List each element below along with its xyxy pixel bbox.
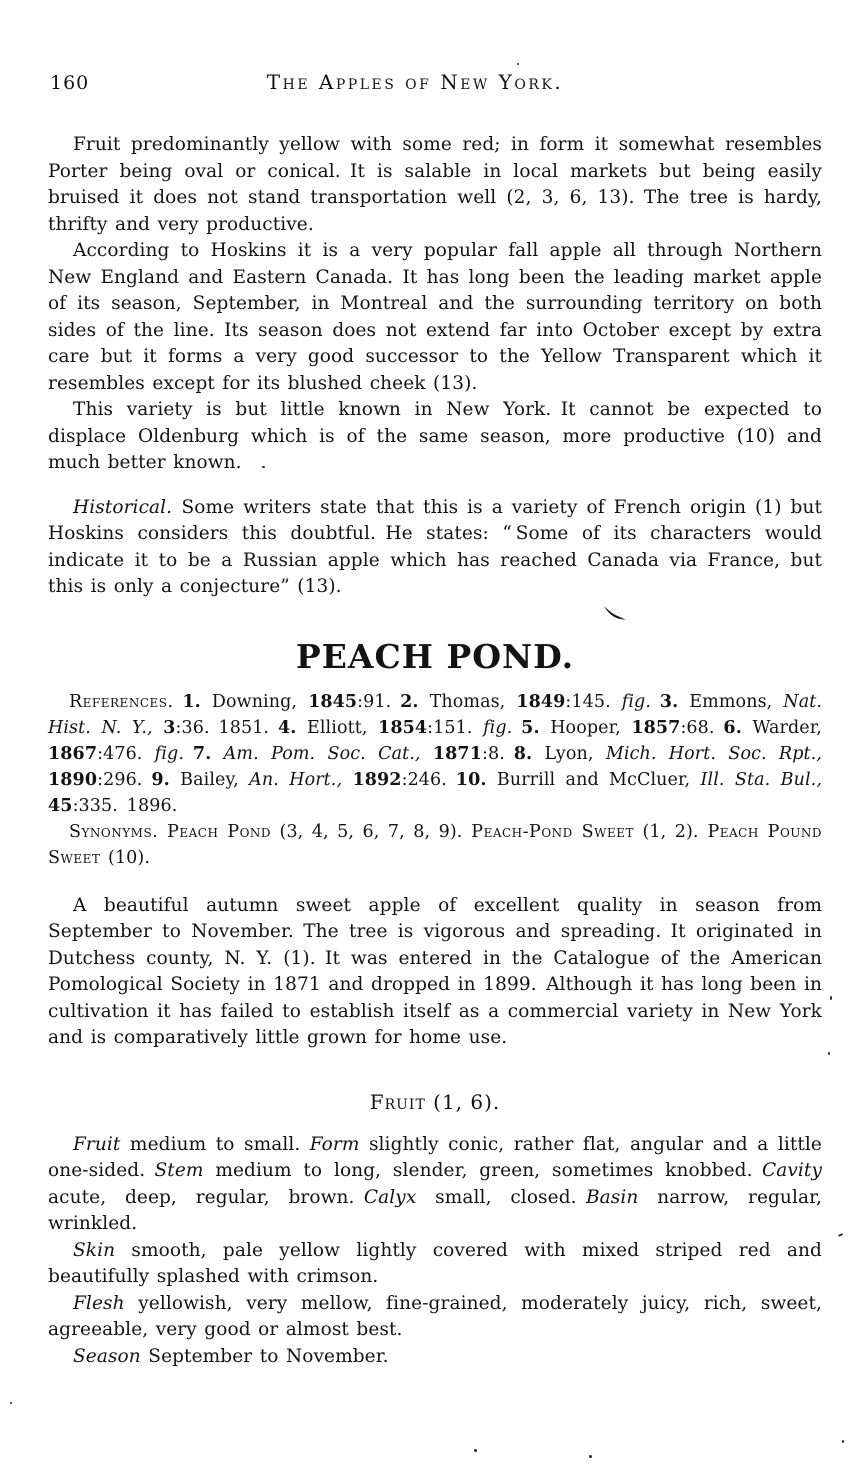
text-segment: 1.	[182, 691, 201, 712]
text-segment: This variety is but little known in New York. It cannot be expected to displace Oldenburg which is of the same season, more productive (10) and much better known.	[48, 399, 822, 473]
text-segment: Burrill and McCluer,	[486, 769, 701, 790]
text-segment: 3	[163, 717, 176, 738]
text-segment	[651, 692, 660, 712]
para-season	[48, 1344, 822, 1371]
scan-speck	[589, 1455, 592, 1458]
text-segment: :246.	[401, 769, 456, 790]
para-synonyms	[48, 819, 822, 871]
text-segment: Elliott,	[296, 717, 379, 738]
scan-speck	[262, 466, 265, 468]
text-segment: 1890	[48, 769, 98, 790]
ink-mark-artifact	[603, 605, 629, 623]
text-segment: Hooper,	[539, 717, 632, 738]
text-segment: :68.	[680, 717, 724, 738]
text-segment: 1871	[432, 743, 482, 764]
text-segment: smooth, pale yellow lightly covered with mixed striped red and beautifully splashed with crimson.	[48, 1239, 822, 1287]
text-segment: Peach-Pond Sweet	[471, 821, 635, 842]
text-segment: An. Hort.,	[249, 769, 343, 790]
text-segment: 1867	[48, 743, 98, 764]
text-segment: Bailey,	[169, 769, 250, 790]
text-segment: 10.	[455, 769, 487, 790]
running-title: The Apples of New York.	[266, 70, 564, 94]
text-segment	[421, 744, 433, 764]
page-content	[48, 132, 822, 1370]
text-segment: :296.	[97, 769, 152, 790]
text-segment: 5.	[521, 717, 540, 738]
para-flesh	[48, 1291, 822, 1344]
text-segment: Some writers state that this is a variety of French origin (1) but Hoskins considers this doubtful. He states: “ Some of its characters would indicate it to be a Russian apple which has reached Canada via France, but this is only a conjecture” (13).	[48, 496, 822, 597]
text-segment	[512, 718, 521, 738]
text-segment: Calyx	[363, 1186, 417, 1208]
text-segment: (10).	[100, 847, 151, 868]
para-fruit-market	[48, 132, 822, 238]
text-segment: 1854	[378, 717, 428, 738]
text-segment: :476.	[97, 743, 155, 764]
text-segment: References.	[69, 691, 174, 712]
text-segment: Skin	[73, 1239, 116, 1261]
para-skin	[48, 1238, 822, 1291]
text-segment: Cavity	[761, 1160, 822, 1181]
page-number: 160	[50, 72, 90, 94]
text-segment: Warder,	[741, 717, 822, 738]
text-segment: Lyon,	[532, 743, 606, 764]
text-segment	[158, 822, 167, 842]
text-segment: Mich. Hort. Soc. Rpt.,	[605, 743, 822, 764]
text-segment: :151.	[427, 717, 484, 738]
text-segment: 2.	[400, 691, 419, 712]
para-new-york	[48, 397, 822, 477]
text-segment: medium to small.	[120, 1133, 310, 1155]
text-segment: Downing,	[200, 691, 309, 712]
chapter-title: PEACH POND.	[295, 636, 575, 676]
text-segment: Fruit predominantly yellow with some red; in form it somewhat resembles Porter being oval or conical. It is salable in local markets but being easily bruised it does not stand transportation well (2, 3, 6, 13). The tree is hardy, thrifty and very productive.	[48, 134, 822, 235]
scan-speck	[10, 1402, 12, 1404]
para-introduction	[48, 893, 822, 1052]
text-segment: Synonyms.	[69, 821, 159, 842]
text-segment: Form	[309, 1133, 360, 1155]
text-segment: fig.	[483, 717, 513, 738]
text-segment	[342, 770, 352, 790]
text-segment: fig.	[621, 691, 651, 712]
text-segment: 1892	[352, 769, 402, 790]
text-segment: yellowish, very mellow, fine-grained, moderately juicy, rich, sweet, agreeable, very good or almost best.	[48, 1292, 822, 1340]
text-segment: Peach Pound Sweet	[48, 821, 823, 868]
text-segment	[184, 744, 193, 764]
text-segment: :36. 1851.	[175, 717, 278, 738]
text-segment: narrow, regular, wrinkled.	[48, 1186, 822, 1234]
scan-speck	[828, 1052, 830, 1055]
text-segment: Fruit	[73, 1133, 121, 1155]
text-segment: :335. 1896.	[72, 795, 178, 816]
text-segment: A beautiful autumn sweet apple of excellent quality in season from September to November. The tree is vigorous and spreading. It originated in Dutchess county, N. Y. (1). It was entered in the Catalogue of the American Pomological Society in 1871 and dropped in 1899. Although it has long been in cultivation it has failed to establish itself as a commercial variety in New York and is comparatively little grown for home use.	[48, 894, 822, 1048]
text-segment: 3.	[659, 691, 679, 712]
running-head	[48, 70, 822, 98]
scan-speck	[830, 996, 832, 1000]
text-segment: 1849	[516, 691, 566, 712]
text-segment: 4.	[277, 717, 297, 738]
scan-speck	[838, 1233, 843, 1237]
text-segment: 45	[48, 795, 73, 816]
text-segment: small, closed.	[416, 1186, 586, 1208]
text-segment: According to Hoskins it is a very popular fall apple all through Northern New England and Eastern Canada. It has long been the leading market apple of its season, September, in Montreal and the surrounding territory on both sides of the line. Its season does not extend far into October except by extra care but it forms a very good successor to the Yellow Transparent which it resembles except for its blushed cheek (13).	[48, 240, 822, 394]
text-segment: 9.	[151, 769, 170, 790]
scan-speck	[842, 1440, 844, 1443]
text-segment: Stem	[154, 1160, 204, 1181]
text-segment: :8.	[481, 743, 514, 764]
text-segment: Peach Pond	[167, 821, 272, 842]
text-segment: 1857	[631, 717, 681, 738]
text-segment: Nat. Hist. N. Y.,	[48, 691, 823, 738]
text-segment: 6.	[723, 717, 742, 738]
text-segment: :91.	[357, 691, 401, 712]
para-hoskins	[48, 238, 822, 397]
para-historical	[48, 495, 822, 601]
text-segment: Flesh	[73, 1292, 125, 1314]
text-segment: Season	[73, 1345, 141, 1367]
text-segment: Am. Pom. Soc. Cat.,	[223, 743, 421, 764]
scan-speck	[517, 63, 519, 65]
text-segment: Historical.	[73, 496, 173, 518]
scan-speck	[474, 1449, 477, 1452]
text-segment: (3, 4, 5, 6, 7, 8, 9).	[271, 821, 472, 842]
text-segment: :145.	[565, 691, 622, 712]
text-segment: September to November.	[140, 1345, 389, 1367]
text-segment: acute, deep, regular, brown.	[48, 1186, 364, 1208]
para-fruit-form	[48, 1132, 822, 1238]
text-segment: fig.	[154, 743, 185, 764]
text-segment: Ill. Sta. Bul.,	[700, 769, 822, 790]
text-segment: 1845	[308, 691, 358, 712]
text-segment	[153, 718, 164, 738]
text-segment: Emmons,	[678, 691, 784, 712]
text-segment: Thomas,	[418, 691, 517, 712]
text-segment	[211, 744, 223, 764]
text-segment: Basin	[585, 1186, 639, 1208]
text-segment: slightly conic, rather flat, angular and a little one-sided.	[48, 1133, 822, 1181]
text-segment: 7.	[192, 743, 212, 764]
para-references	[48, 689, 822, 819]
text-segment: (1, 2).	[634, 821, 708, 842]
section-title-fruit: Fruit (1, 6).	[369, 1089, 501, 1114]
text-segment: medium to long, slender, green, sometimes knobbed.	[203, 1160, 762, 1181]
text-segment: 8.	[513, 743, 533, 764]
